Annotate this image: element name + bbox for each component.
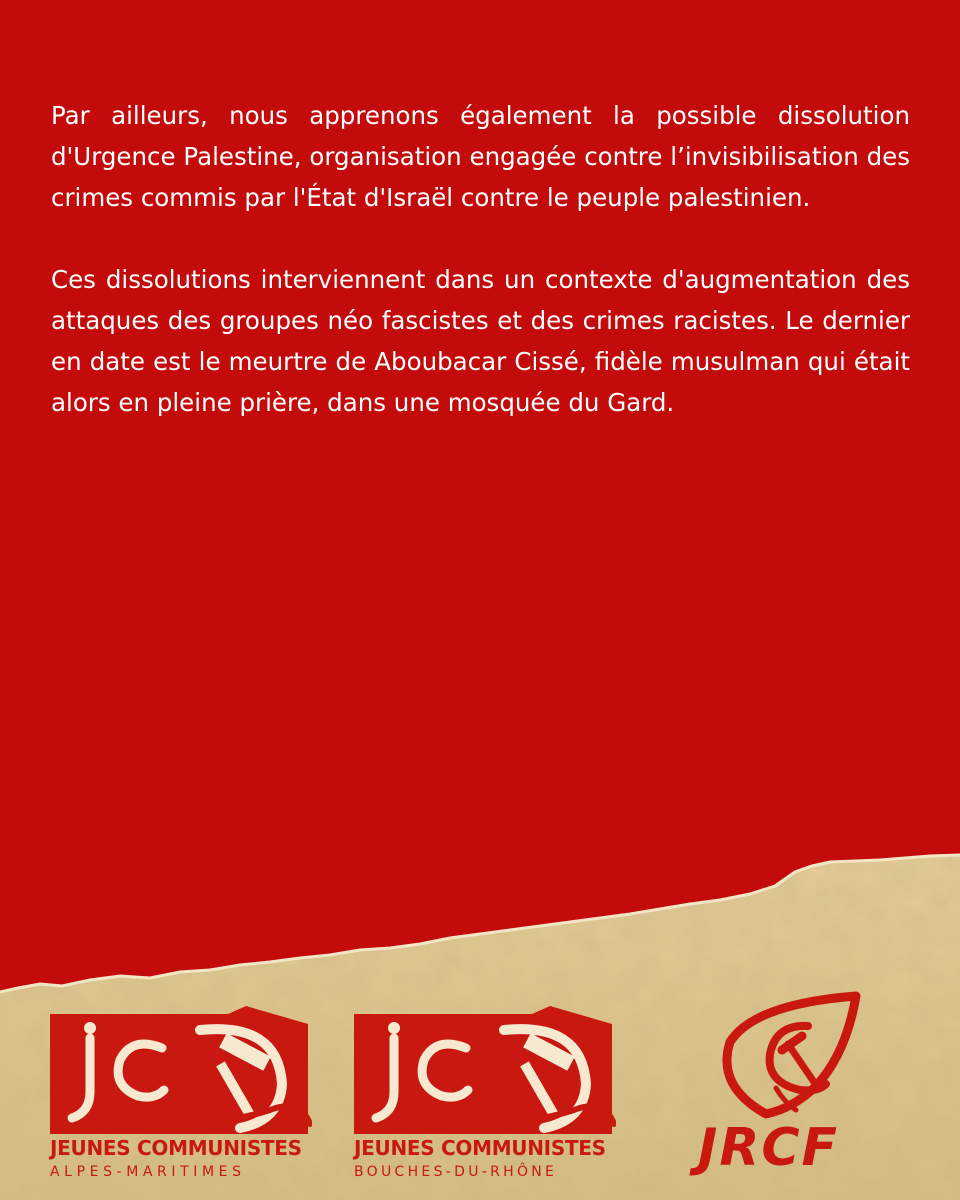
leaf-icon: [696, 990, 906, 1120]
paragraph-1: Par ailleurs, nous apprenons également la possible dissolution d'Urgence Palestine, organisation engagée contre l’invisibilisation des crimes commis par l'État d'Israël contre le peuple palestinien.: [51, 101, 910, 212]
logo-title: JEUNES COMMUNISTES: [354, 1136, 606, 1160]
logo-title: JEUNES COMMUNISTES: [50, 1136, 302, 1160]
paragraph-2: Ces dissolutions interviennent dans un contexte d'augmentation des attaques des groupes néo fascistes et des crimes racistes. Le dernier en date est le meurtre de Aboubacar Cissé, fidèle musulman qui était alors en pleine prière, dans une mosquée du Gard.: [51, 265, 910, 417]
hammer-sickle-icon: [354, 1000, 616, 1140]
logo-subtitle: ALPES-MARITIMES: [50, 1164, 246, 1180]
logo-jc-alpes-maritimes: [50, 1000, 312, 1180]
logos-row: [0, 990, 960, 1200]
logo-jc-bouches-du-rhone: [354, 1000, 616, 1180]
logo-title: JRCF: [698, 1118, 840, 1178]
hammer-sickle-icon: [50, 1000, 312, 1140]
logo-jrcf: [696, 990, 906, 1180]
logo-subtitle: BOUCHES-DU-RHÔNE: [354, 1164, 558, 1180]
